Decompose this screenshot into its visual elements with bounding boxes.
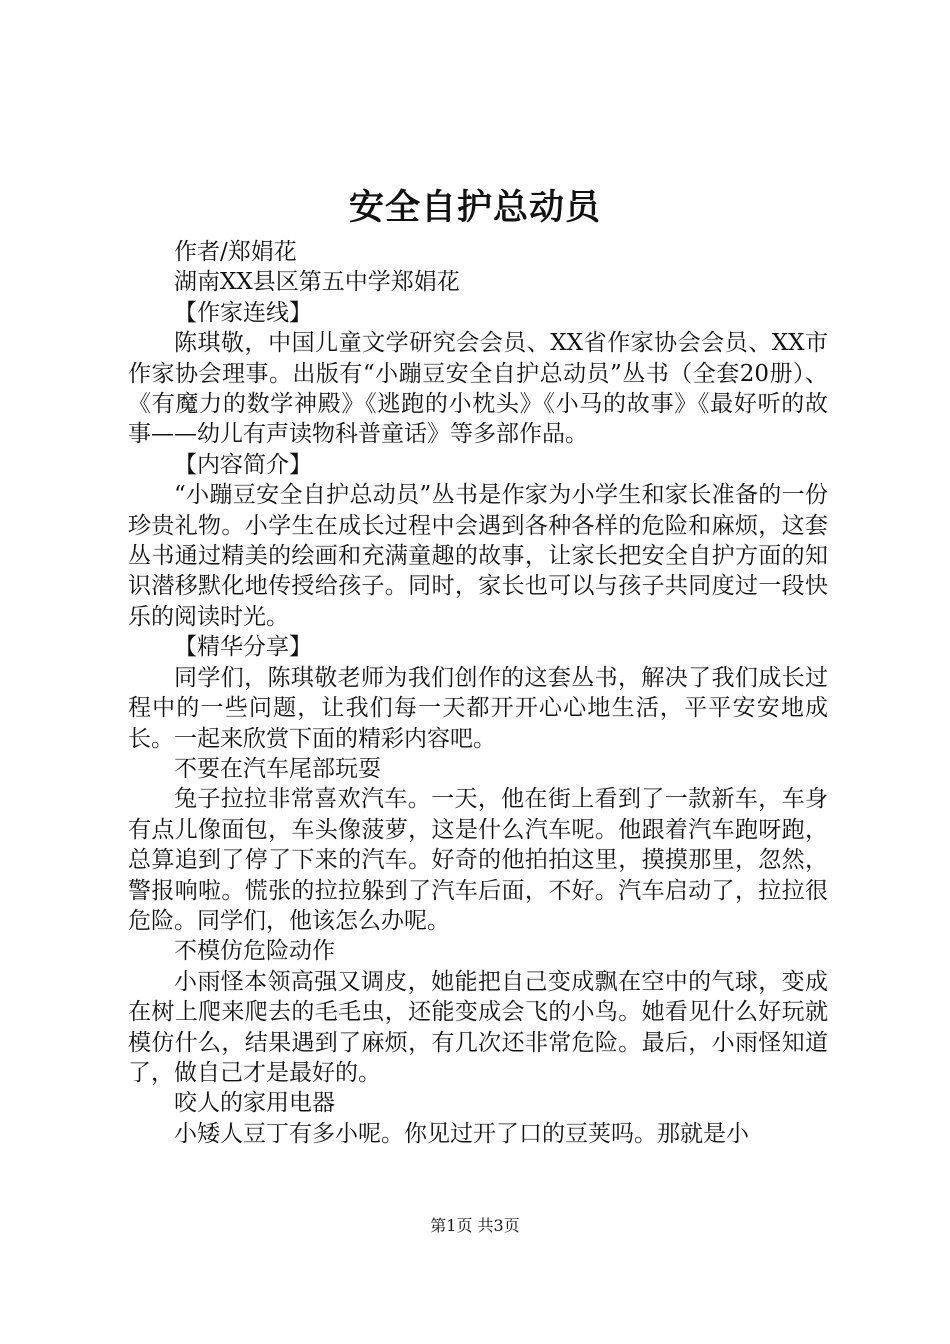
section-heading-summary: 【内容简介】 bbox=[174, 451, 312, 478]
author-affiliation: 湖南XX县区第五中学郑娟花 bbox=[174, 269, 460, 296]
author-line: 作者/郑娟花 bbox=[174, 239, 297, 265]
page-footer: 第1页 共3页 bbox=[430, 1216, 520, 1235]
document-title: 安全自护总动员 bbox=[348, 188, 601, 228]
story-paragraph-imitation: 小雨怪本领高强又调皮，她能把自己变成飘在空中的气球，变成在树上爬来爬去的毛毛虫，还能变成会飞的小鸟。她看见什么好玩就模仿什么，结果遇到了麻烦，有几次还非常危险。最后，小雨怪知道了，做自己才是最好的。 bbox=[128, 968, 828, 1086]
story-paragraph-appliances: 小矮人豆丁有多小呢。你见过开了口的豆荚吗。那就是小 bbox=[174, 1120, 749, 1147]
section-heading-author: 【作家连线】 bbox=[174, 299, 312, 326]
section-heading-highlights: 【精华分享】 bbox=[174, 634, 312, 661]
story-heading-car: 不要在汽车尾部玩耍 bbox=[174, 755, 381, 782]
story-paragraph-car: 兔子拉拉非常喜欢汽车。一天，他在街上看到了一款新车，车身有点儿像面包，车头像菠萝，这是什么汽车呢。他跟着汽车跑呀跑，总算追到了停了下来的汽车。好奇的他拍拍这里，摸摸那里，忽然，警报响啦。慌张的拉拉躲到了汽车后面，不好。汽车启动了，拉拉很危险。同学们，他该怎么办呢。 bbox=[128, 786, 828, 934]
document-body bbox=[128, 237, 828, 1149]
story-heading-appliances: 咬人的家用电器 bbox=[174, 1090, 335, 1117]
highlights-intro-paragraph: 同学们，陈琪敬老师为我们创作的这套丛书，解决了我们成长过程中的一些问题，让我们每一天都开开心心地生活，平平安安地成长。一起来欣赏下面的精彩内容吧。 bbox=[128, 664, 828, 752]
summary-paragraph: “小蹦豆安全自护总动员”丛书是作家为小学生和家长准备的一份珍贵礼物。小学生在成长过程中会遇到各种各样的危险和麻烦，这套丛书通过精美的绘画和充满童趣的故事，让家长把安全自护方面的知识潜移默化地传授给孩子。同时，家长也可以与孩子共同度过一段快乐的阅读时光。 bbox=[128, 482, 828, 630]
story-heading-imitation: 不模仿危险动作 bbox=[174, 938, 335, 965]
author-bio-paragraph: 陈琪敬，中国儿童文学研究会会员、XX省作家协会会员、XX市作家协会理事。出版有“小蹦豆安全自护总动员”丛书（全套20册）、《有魔力的数学神殿》《逃跑的小枕头》《小马的故事》《最好听的故事——幼儿有声读物科普童话》等多部作品。 bbox=[128, 330, 828, 448]
